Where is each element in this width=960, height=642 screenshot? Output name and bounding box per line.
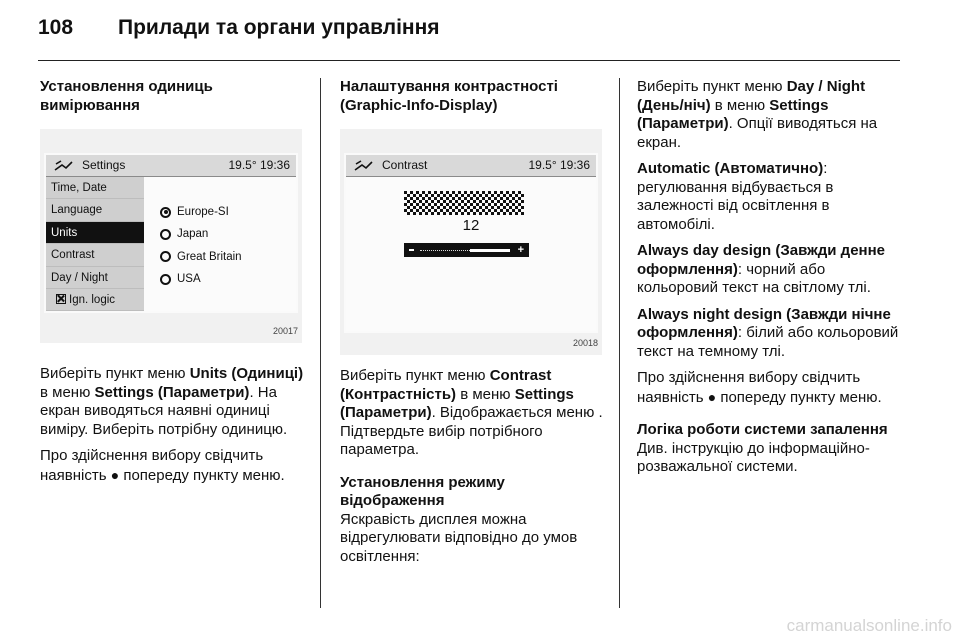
column-contrast — [340, 78, 608, 574]
figure-settings-units — [40, 129, 302, 343]
option-label: USA — [177, 273, 201, 286]
radio-icon — [160, 229, 171, 240]
column-day-night — [637, 78, 907, 485]
option-usa[interactable] — [160, 268, 296, 290]
temperature-readout: 19.5° — [528, 158, 557, 173]
page-header — [38, 16, 440, 50]
plus-icon: + — [517, 244, 524, 256]
menu-item-time-date[interactable]: Time, Date — [46, 177, 144, 199]
slider-fill — [470, 249, 510, 252]
option-europe-si[interactable] — [160, 201, 296, 223]
column-divider — [320, 78, 321, 608]
slider-track — [420, 250, 470, 251]
column-units — [40, 78, 308, 493]
option-japan[interactable] — [160, 223, 296, 245]
menu-item-day-night[interactable]: Day / Night — [46, 267, 144, 289]
contrast-slider[interactable] — [404, 243, 529, 257]
minus-icon — [409, 249, 414, 251]
menu-item-contrast[interactable]: Contrast — [46, 244, 144, 266]
bullet-dot-icon: ● — [110, 466, 120, 483]
paragraph-always-day: Always day design (Завжди денне оформлення): чорний або кольоровий текст на світлому тлі. — [637, 242, 886, 296]
time-readout: 19:36 — [259, 158, 290, 173]
contrast-body — [346, 177, 596, 331]
screen-title: Contrast — [382, 158, 428, 173]
display-screen — [44, 153, 298, 313]
paragraph-always-night: Always night design (Завжди нічне оформлення): білий або кольоровий текст на темному тлі. — [637, 305, 899, 360]
option-label: Great Britain — [177, 250, 242, 263]
paragraph-automatic: Automatic (Автоматично): регулювання відбувається в залежності від освітлення в автомобілі. — [637, 160, 834, 233]
figure-contrast — [340, 129, 602, 355]
option-label: Japan — [177, 228, 209, 241]
paragraph-day-night-select: Виберіть пункт меню Day / Night (День/ніч) в меню Settings (Параметри). Опції виводяться на екран. — [637, 78, 878, 151]
radio-icon — [160, 251, 171, 262]
column-divider — [619, 78, 620, 608]
paragraph-contrast-select: Виберіть пункт меню Contrast (Контрастність) в меню Settings (Параметри). Відображається меню . Підтвердьте вибір потрібного параметра. — [340, 367, 603, 458]
settings-menu — [46, 177, 144, 311]
paragraph-units-select: Виберіть пункт меню Units (Одиниці) в меню Settings (Параметри). На екран виводяться наявні одиниці виміру. Виберіть потрібну одиницю. — [40, 365, 304, 438]
temperature-readout: 19.5° — [228, 158, 257, 173]
menu-item-language[interactable]: Language — [46, 199, 144, 221]
page-number: 108 — [38, 16, 74, 39]
paragraph-day-night-indicator: Про здійснення вибору свідчить наявність ● попереду пункту меню. — [637, 369, 882, 406]
checkbox-checked-icon — [56, 294, 66, 304]
settings-wrench-icon — [354, 160, 374, 172]
paragraph-display-mode: Яскравість дисплея можна відрегулювати відповідно до умов освітлення: — [340, 510, 578, 565]
contrast-value: 12 — [462, 217, 480, 234]
figure-number: 20017 — [272, 325, 298, 336]
section-heading-ignition-logic: Логіка роботи системи запалення — [637, 421, 888, 438]
screen-header — [346, 155, 596, 177]
menu-item-units[interactable]: Units — [46, 222, 144, 244]
settings-wrench-icon — [54, 160, 74, 172]
units-options — [144, 177, 296, 311]
radio-selected-icon — [160, 207, 171, 218]
section-heading-contrast: Налаштування контрастності (Graphic-Info-Display) — [340, 78, 558, 114]
figure-number: 20018 — [572, 337, 598, 348]
section-heading-units: Установлення одиниць вимірювання — [40, 78, 213, 114]
page-title: Прилади та органи управління — [118, 16, 440, 39]
option-label: Europe-SI — [177, 206, 229, 218]
watermark: carmanualsonline.info — [786, 616, 952, 635]
screen-header — [46, 155, 296, 177]
bullet-dot-icon: ● — [707, 388, 717, 405]
ign-logic-label: Ign. logic — [69, 293, 116, 306]
header-rule — [38, 60, 900, 61]
contrast-pattern-icon — [404, 191, 524, 215]
screen-status — [528, 156, 590, 175]
screen-title: Settings — [82, 158, 126, 173]
menu-item-ign-logic[interactable] — [46, 289, 144, 311]
time-readout: 19:36 — [559, 158, 590, 173]
paragraph-ignition-logic: Див. інструкцію до інформаційно-розважальної системи. — [637, 439, 870, 475]
display-screen — [344, 153, 598, 333]
paragraph-units-indicator: Про здійснення вибору свідчить наявність ● попереду пункту меню. — [40, 447, 285, 484]
screen-status — [228, 156, 290, 175]
radio-icon — [160, 274, 171, 285]
section-heading-display-mode: Установлення режиму відображення — [340, 473, 505, 509]
option-great-britain[interactable] — [160, 246, 296, 268]
